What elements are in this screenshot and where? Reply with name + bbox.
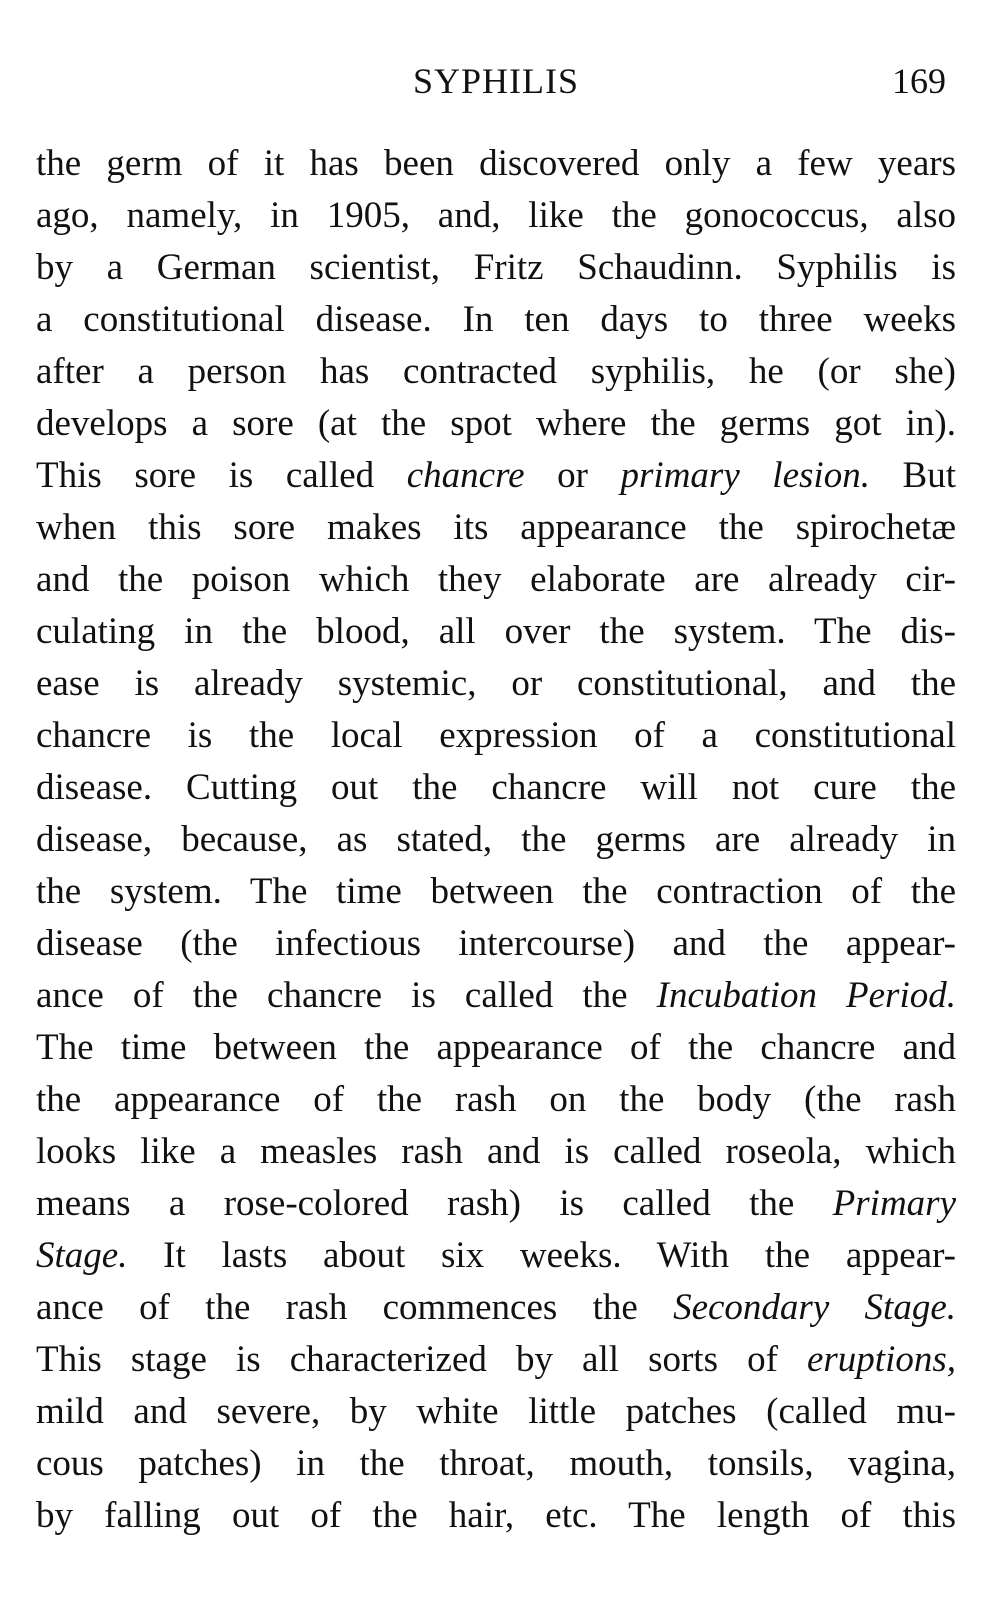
text-line: after a person has contracted syphilis, he (or she) [36,351,956,392]
italic-term: primary lesion. [620,455,870,496]
italic-term: Primary [832,1183,956,1224]
text-line: by a German scientist, Fritz Schaudinn. Syphilis is [36,247,956,288]
page-title: SYPHILIS [412,61,580,101]
text-line: disease. Cutting out the chancre will not cure the [36,767,956,808]
italic-term: Incubation Period. [656,975,956,1016]
text-line: a constitutional disease. In ten days to three weeks [36,299,956,340]
text-line: mild and severe, by white little patches (called mu- [36,1391,956,1432]
text-line: ance of the chancre is called the Incubation Period. [36,975,956,1016]
text-line: and the poison which they elaborate are already cir- [36,559,956,600]
text-line: Stage. It lasts about six weeks. With the appear- [36,1235,956,1276]
text-line: the appearance of the rash on the body (the rash [36,1079,956,1120]
text-line: disease (the infectious intercourse) and the appear- [36,923,956,964]
text-line: looks like a measles rash and is called roseola, which [36,1131,956,1172]
text-line: ago, namely, in 1905, and, like the gonococcus, also [36,195,956,236]
italic-term: eruptions, [806,1339,956,1380]
text-line: when this sore makes its appearance the spirochetæ [36,507,956,548]
text-line: The time between the appearance of the chancre and [36,1027,956,1068]
text-line: cous patches) in the throat, mouth, tonsils, vagina, [36,1443,956,1484]
text-line: This stage is characterized by all sorts of eruptions, [36,1339,956,1380]
text-line: culating in the blood, all over the system. The dis- [36,611,956,652]
text-line: the germ of it has been discovered only a few years [36,143,956,184]
italic-term: Secondary Stage. [673,1287,956,1328]
italic-term: Stage. [36,1235,128,1276]
body-text [36,138,956,1542]
text-line: the system. The time between the contraction of the [36,871,956,912]
text-line: means a rose-colored rash) is called the Primary [36,1183,956,1224]
page-number: 169 [892,61,946,101]
text-line: by falling out of the hair, etc. The length of this [36,1495,956,1536]
running-head [36,56,956,106]
text-line: develops a sore (at the spot where the germs got in). [36,403,956,444]
text-line: ease is already systemic, or constitutional, and the [36,663,956,704]
text-line: disease, because, as stated, the germs are already in [36,819,956,860]
text-line: chancre is the local expression of a constitutional [36,715,956,756]
text-line: This sore is called chancre or primary lesion. But [36,455,956,496]
italic-term: chancre [406,455,525,496]
text-line: ance of the rash commences the Secondary Stage. [36,1287,956,1328]
